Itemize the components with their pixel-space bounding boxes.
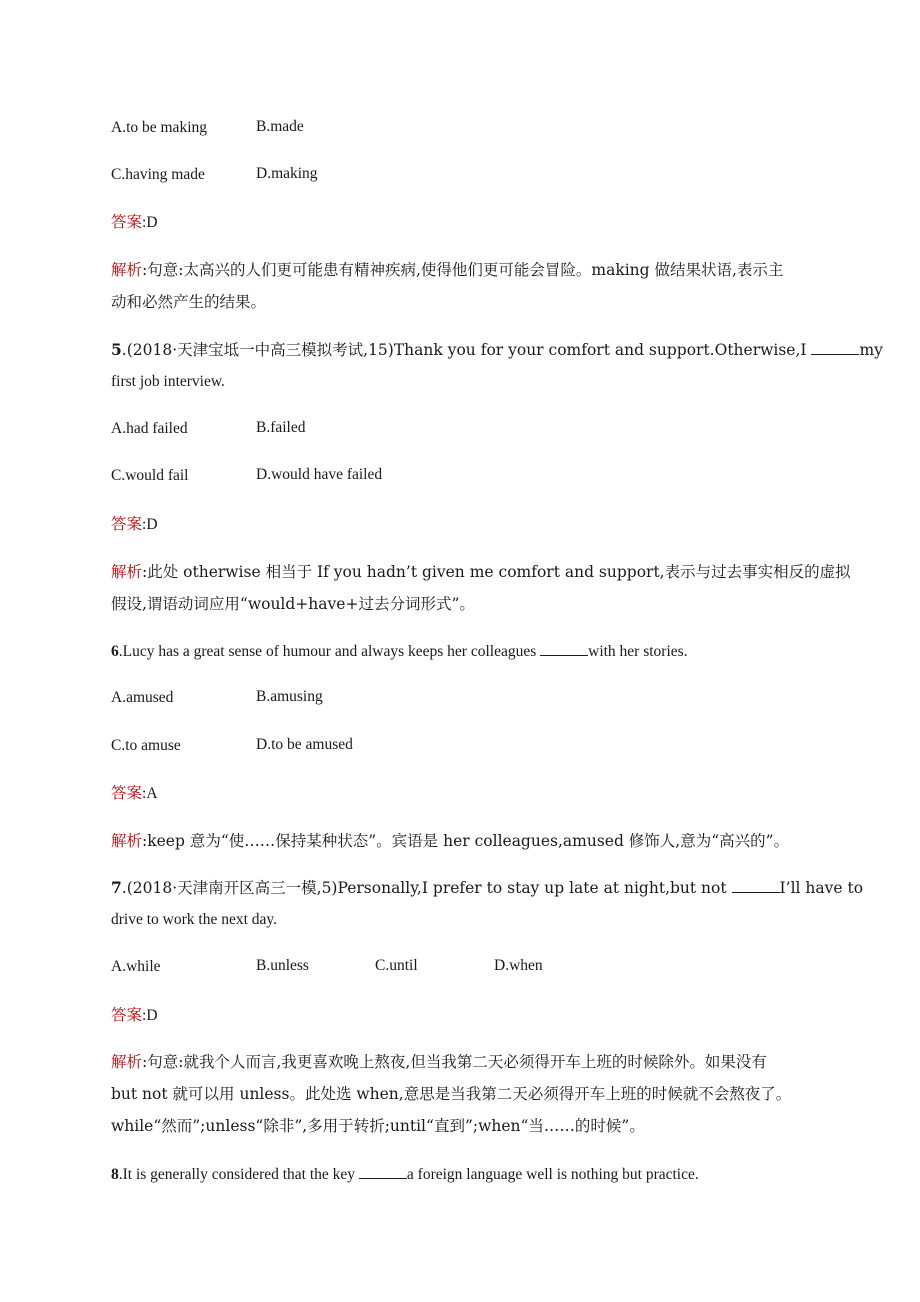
question-number: 5 [111,340,122,359]
q5-option-a: A.had failed [111,420,188,437]
q5-option-b: B.failed [256,419,306,436]
q4-option-c: C.having made [111,166,205,183]
answer-label: 答案 [111,515,143,533]
stem-text-after: I’ll have to [779,879,864,897]
q4-analysis-line-2: 动和必然产生的结果。 [111,293,267,311]
q7-analysis-line-2: but not 就可以用 unless。此处选 when,意思是当我第二天必须得开车上班的时候就不会熬夜了。 [111,1085,792,1103]
q6-option-d: D.to be amused [256,736,353,753]
stem-text: .Lucy has a great sense of humour and always keeps her colleagues [118,643,541,660]
answer-value: :D [142,214,158,231]
answer-blank [540,641,588,656]
analysis-text: :句意:就我个人而言,我更喜欢晚上熬夜,但当我第二天必须得开车上班的时候除外。如果没有 [142,1053,767,1071]
q7-option-b: B.unless [256,957,309,974]
stem-text-after: with her stories. [588,643,688,660]
q4-option-b: B.made [256,118,304,135]
stem-text-after: a foreign language well is nothing but practice. [406,1166,699,1183]
q5-option-d: D.would have failed [256,466,383,483]
q7-analysis-line-3: while“然而”;unless“除非”,多用于转折;until“直到”;when“当……的时候”。 [111,1117,645,1135]
q4-answer [111,212,158,233]
q7-option-c: C.until [375,957,418,974]
answer-value: :D [142,1007,158,1024]
analysis-label: 解析 [111,1053,143,1071]
answer-label: 答案 [111,784,143,802]
q7-answer [111,1005,158,1026]
answer-value: :A [142,785,158,802]
q6-option-c: C.to amuse [111,737,181,754]
analysis-label: 解析 [111,261,143,279]
answer-label: 答案 [111,213,143,231]
q5-stem-line-1 [111,340,883,360]
analysis-text: :句意:太高兴的人们更可能患有精神疾病,使得他们更可能会冒险。making 做结果状语,表示主 [142,261,784,279]
answer-label: 答案 [111,1006,143,1024]
stem-text-after: my [859,341,883,359]
q6-analysis-line-1 [111,831,789,851]
q7-analysis-line-1 [111,1052,767,1072]
answer-blank [359,1164,407,1179]
q5-answer [111,514,158,535]
q6-option-a: A.amused [111,689,174,706]
q5-option-c: C.would fail [111,467,189,484]
analysis-label: 解析 [111,832,143,850]
analysis-label: 解析 [111,563,143,581]
q5-analysis-line-1 [111,562,851,582]
q5-stem-line-2: first job interview. [111,373,225,390]
question-number: 7 [111,878,122,897]
q7-option-a: A.while [111,958,161,975]
q6-stem [111,641,688,662]
analysis-text: :此处 otherwise 相当于 If you hadn’t given me comfort and support,表示与过去事实相反的虚拟 [142,563,851,581]
answer-blank [732,878,780,893]
q5-analysis-line-2: 假设,谓语动词应用“would+have+过去分词形式”。 [111,595,475,613]
question-number: 8 [111,1166,119,1183]
q4-option-d: D.making [256,165,318,182]
q4-analysis-line-1 [111,260,783,280]
answer-value: :D [142,516,158,533]
q8-stem [111,1164,699,1185]
q4-option-a: A.to be making [111,119,207,136]
q6-option-b: B.amusing [256,688,323,705]
q7-stem-line-1 [111,878,863,898]
q6-answer [111,783,158,804]
stem-text: .It is generally considered that the key [118,1166,359,1183]
answer-blank [811,340,859,355]
analysis-text: :keep 意为“使……保持某种状态”。宾语是 her colleagues,amused 修饰人,意为“高兴的”。 [142,832,790,850]
stem-text: .(2018·天津南开区高三一模,5)Personally,I prefer to stay up late at night,but not [121,879,732,897]
q7-stem-line-2: drive to work the next day. [111,911,278,928]
question-number: 6 [111,643,119,660]
stem-text: .(2018·天津宝坻一中高三模拟考试,15)Thank you for your comfort and support.Otherwise,I [121,341,812,359]
q7-option-d: D.when [494,957,543,974]
